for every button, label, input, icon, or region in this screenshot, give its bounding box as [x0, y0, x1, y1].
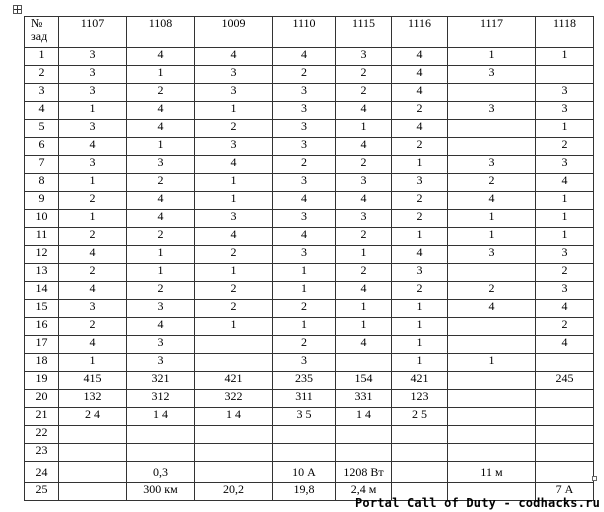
answer-cell — [448, 336, 536, 354]
table-row — [25, 120, 594, 138]
answer-cell: 4 — [59, 246, 127, 264]
answer-cell: 3 — [195, 210, 273, 228]
task-number-cell: 11 — [25, 228, 59, 246]
answer-cell — [536, 426, 594, 444]
answer-cell: 0,3 — [127, 462, 195, 483]
answer-cell — [336, 354, 392, 372]
answer-cell — [536, 354, 594, 372]
task-number-cell: 7 — [25, 156, 59, 174]
table-row — [25, 156, 594, 174]
task-number-cell: 10 — [25, 210, 59, 228]
answer-cell: 11 м — [448, 462, 536, 483]
answer-cell: 1 — [536, 228, 594, 246]
answer-cell — [448, 372, 536, 390]
answer-cell: 2 — [273, 66, 336, 84]
table-row — [25, 372, 594, 390]
answer-cell: 1 — [195, 174, 273, 192]
answer-cell — [392, 462, 448, 483]
task-number-cell: 8 — [25, 174, 59, 192]
task-number-cell: 19 — [25, 372, 59, 390]
table-row — [25, 282, 594, 300]
answer-cell: 4 — [273, 48, 336, 66]
answer-cell: 2 — [392, 138, 448, 156]
answer-cell: 2 — [448, 282, 536, 300]
answer-cell: 1 — [127, 264, 195, 282]
answer-cell: 2 — [59, 264, 127, 282]
table-row — [25, 192, 594, 210]
table-row — [25, 138, 594, 156]
answer-cell: 1 — [448, 228, 536, 246]
answer-cell: 300 км — [127, 483, 195, 501]
header-cell-variant: 1118 — [536, 17, 594, 48]
header-cell-variant: 1110 — [273, 17, 336, 48]
answer-cell — [536, 444, 594, 462]
answer-cell: 123 — [392, 390, 448, 408]
task-number-cell: 9 — [25, 192, 59, 210]
answer-cell: 1 — [273, 264, 336, 282]
answer-cell: 1 — [536, 120, 594, 138]
table-row — [25, 354, 594, 372]
answer-cell: 4 — [127, 48, 195, 66]
answer-cell: 2 — [195, 120, 273, 138]
answer-cell — [59, 462, 127, 483]
answer-cell: 322 — [195, 390, 273, 408]
answer-cell: 4 — [336, 282, 392, 300]
answer-cell: 3 — [273, 246, 336, 264]
header-cell-variant: 1117 — [448, 17, 536, 48]
answer-cell: 4 — [536, 336, 594, 354]
answer-cell: 3 — [448, 102, 536, 120]
task-number-cell: 6 — [25, 138, 59, 156]
answer-cell — [273, 426, 336, 444]
task-number-cell: 25 — [25, 483, 59, 501]
answer-cell: 1 — [392, 318, 448, 336]
answer-cell: 7 А — [536, 483, 594, 501]
answer-cell: 311 — [273, 390, 336, 408]
header-cell-task-number: № зад — [25, 17, 59, 48]
answer-cell: 3 — [336, 174, 392, 192]
answer-cell: 3 — [59, 156, 127, 174]
answer-cell — [336, 444, 392, 462]
answer-cell: 1 — [127, 66, 195, 84]
table-row — [25, 408, 594, 426]
answer-cell: 2 — [448, 174, 536, 192]
task-number-cell: 3 — [25, 84, 59, 102]
answer-cell: 4 — [273, 228, 336, 246]
answer-cell: 1 — [448, 354, 536, 372]
answer-cell: 1 — [392, 300, 448, 318]
answer-cell — [448, 408, 536, 426]
answer-cell: 235 — [273, 372, 336, 390]
task-number-cell: 4 — [25, 102, 59, 120]
answer-cell: 1 — [195, 192, 273, 210]
answer-cell: 2 — [195, 246, 273, 264]
answer-cell — [127, 426, 195, 444]
answer-cell — [448, 318, 536, 336]
answer-cell: 3 — [273, 174, 336, 192]
answer-cell: 3 — [448, 246, 536, 264]
answer-cell: 3 — [448, 156, 536, 174]
answer-cell: 3 — [59, 300, 127, 318]
task-number-cell: 12 — [25, 246, 59, 264]
answer-cell: 3 — [127, 354, 195, 372]
task-number-cell: 2 — [25, 66, 59, 84]
answer-cell — [448, 390, 536, 408]
table-resize-handle[interactable] — [592, 476, 597, 481]
answer-cell: 3 — [536, 102, 594, 120]
table-move-handle[interactable] — [13, 5, 22, 14]
answer-cell — [127, 444, 195, 462]
task-number-cell: 16 — [25, 318, 59, 336]
answer-cell: 2 — [536, 264, 594, 282]
answer-cell: 3 — [536, 282, 594, 300]
answer-cell: 3 — [127, 156, 195, 174]
answer-cell: 3 — [336, 210, 392, 228]
answer-cell: 1 — [536, 48, 594, 66]
answer-cell — [536, 462, 594, 483]
answer-cell: 1208 Вт — [336, 462, 392, 483]
answer-cell: 1 — [59, 210, 127, 228]
answer-cell: 3 — [273, 120, 336, 138]
header-cell-variant: 1116 — [392, 17, 448, 48]
answer-cell: 1 — [127, 138, 195, 156]
answer-cell: 4 — [448, 300, 536, 318]
answer-cell: 3 — [127, 300, 195, 318]
answer-cell: 4 — [336, 102, 392, 120]
answer-cell: 2 — [536, 138, 594, 156]
answer-cell: 132 — [59, 390, 127, 408]
header-cell-variant: 1009 — [195, 17, 273, 48]
answer-cell: 4 — [392, 84, 448, 102]
table-row — [25, 84, 594, 102]
answer-cell: 4 — [336, 336, 392, 354]
answer-cell: 154 — [336, 372, 392, 390]
answer-cell: 3 — [536, 246, 594, 264]
answer-cell: 1 — [195, 318, 273, 336]
answer-cell: 4 — [127, 318, 195, 336]
answer-cell — [59, 426, 127, 444]
answer-cell: 1 4 — [336, 408, 392, 426]
answer-cell — [392, 444, 448, 462]
task-number-cell: 24 — [25, 462, 59, 483]
answer-cell: 3 5 — [273, 408, 336, 426]
answer-cell: 312 — [127, 390, 195, 408]
answer-cell: 2 — [392, 102, 448, 120]
answer-cell: 1 — [536, 210, 594, 228]
answer-cell: 1 — [536, 192, 594, 210]
answer-cell: 4 — [448, 192, 536, 210]
answer-cell — [448, 444, 536, 462]
table-row — [25, 390, 594, 408]
answer-cell: 1 — [392, 156, 448, 174]
answer-cell: 3 — [59, 66, 127, 84]
answer-cell: 3 — [392, 174, 448, 192]
answer-cell: 2 — [336, 156, 392, 174]
answer-cell: 2 — [273, 336, 336, 354]
answer-cell — [195, 336, 273, 354]
answer-cell: 1 — [195, 264, 273, 282]
answer-cell: 2 — [336, 84, 392, 102]
answer-cell — [448, 120, 536, 138]
answer-cell — [536, 408, 594, 426]
answer-cell — [59, 483, 127, 501]
answer-cell — [195, 426, 273, 444]
answer-cell: 421 — [195, 372, 273, 390]
header-cell-variant: 1107 — [59, 17, 127, 48]
answer-cell: 1 — [336, 120, 392, 138]
answer-cell: 1 — [336, 318, 392, 336]
answer-cell: 1 4 — [127, 408, 195, 426]
answer-cell: 2 — [536, 318, 594, 336]
task-number-cell: 21 — [25, 408, 59, 426]
answer-cell: 3 — [59, 120, 127, 138]
answer-cell: 4 — [127, 120, 195, 138]
answer-cell — [392, 426, 448, 444]
answer-cell: 3 — [273, 138, 336, 156]
answer-cell: 19,8 — [273, 483, 336, 501]
task-number-cell: 22 — [25, 426, 59, 444]
answer-cell: 3 — [536, 156, 594, 174]
answer-cell: 1 — [273, 318, 336, 336]
table-row — [25, 318, 594, 336]
answer-cell: 1 — [127, 246, 195, 264]
task-number-cell: 20 — [25, 390, 59, 408]
answers-table — [24, 16, 594, 501]
answer-cell: 2 — [127, 282, 195, 300]
table-row — [25, 300, 594, 318]
header-row — [25, 17, 594, 48]
answer-cell: 4 — [392, 48, 448, 66]
table-row — [25, 102, 594, 120]
answer-cell: 4 — [127, 210, 195, 228]
answer-cell — [336, 426, 392, 444]
answer-cell: 4 — [536, 174, 594, 192]
answer-cell: 1 — [336, 300, 392, 318]
answer-cell: 1 — [448, 210, 536, 228]
answer-cell — [195, 444, 273, 462]
answer-cell: 1 — [392, 228, 448, 246]
answer-cell: 4 — [392, 246, 448, 264]
answer-cell — [448, 138, 536, 156]
answer-cell — [195, 354, 273, 372]
answer-cell: 1 — [392, 354, 448, 372]
answer-cell: 2 — [392, 192, 448, 210]
answer-cell: 4 — [195, 48, 273, 66]
table-row — [25, 48, 594, 66]
answer-cell: 3 — [59, 48, 127, 66]
answer-cell: 2 — [59, 228, 127, 246]
task-number-cell: 13 — [25, 264, 59, 282]
answer-cell — [448, 426, 536, 444]
task-number-cell: 18 — [25, 354, 59, 372]
task-number-cell: 1 — [25, 48, 59, 66]
table-row — [25, 210, 594, 228]
answer-cell: 1 — [59, 354, 127, 372]
table-row — [25, 174, 594, 192]
answer-cell: 3 — [536, 84, 594, 102]
task-number-cell: 23 — [25, 444, 59, 462]
watermark-text: Portal Call of Duty - codhacks.ru — [354, 496, 600, 510]
answer-cell: 4 — [273, 192, 336, 210]
answer-cell: 3 — [59, 84, 127, 102]
answer-cell: 3 — [195, 138, 273, 156]
answer-cell: 415 — [59, 372, 127, 390]
answer-cell — [195, 462, 273, 483]
answer-cell: 4 — [392, 120, 448, 138]
answer-cell: 421 — [392, 372, 448, 390]
answer-cell: 3 — [273, 210, 336, 228]
answer-cell: 2 — [336, 228, 392, 246]
answer-cell: 3 — [273, 102, 336, 120]
answer-cell: 2 — [336, 264, 392, 282]
answer-cell: 4 — [536, 300, 594, 318]
answer-cell: 2 — [127, 84, 195, 102]
answer-cell: 4 — [59, 282, 127, 300]
answer-cell: 4 — [195, 156, 273, 174]
table-row — [25, 462, 594, 483]
answer-cell: 331 — [336, 390, 392, 408]
answer-cell — [536, 390, 594, 408]
answer-cell: 1 4 — [195, 408, 273, 426]
answer-cell: 4 — [336, 138, 392, 156]
answer-cell: 1 — [59, 174, 127, 192]
answer-cell: 3 — [273, 84, 336, 102]
answer-cell: 2 — [392, 210, 448, 228]
answer-cell: 2 4 — [59, 408, 127, 426]
answer-cell: 1 — [59, 102, 127, 120]
answer-cell: 2 — [273, 156, 336, 174]
answer-cell — [59, 444, 127, 462]
answer-cell: 2,4 м — [336, 483, 392, 501]
answer-cell: 1 — [195, 102, 273, 120]
answer-cell: 245 — [536, 372, 594, 390]
answer-cell: 3 — [195, 66, 273, 84]
answer-cell — [273, 444, 336, 462]
answer-cell: 2 — [59, 192, 127, 210]
answer-cell — [536, 66, 594, 84]
answer-cell: 2 — [127, 228, 195, 246]
answer-cell: 20,2 — [195, 483, 273, 501]
task-number-cell: 15 — [25, 300, 59, 318]
answer-cell: 2 — [273, 300, 336, 318]
task-number-cell: 17 — [25, 336, 59, 354]
answer-cell: 2 — [127, 174, 195, 192]
answer-cell: 3 — [273, 354, 336, 372]
table-row — [25, 426, 594, 444]
answer-cell: 3 — [392, 264, 448, 282]
table-row — [25, 246, 594, 264]
table-row — [25, 264, 594, 282]
header-cell-variant: 1115 — [336, 17, 392, 48]
answer-cell: 4 — [195, 228, 273, 246]
answer-cell: 4 — [127, 102, 195, 120]
answer-cell: 2 — [336, 66, 392, 84]
answer-cell: 4 — [392, 66, 448, 84]
answer-cell: 4 — [127, 192, 195, 210]
answer-cell: 4 — [59, 138, 127, 156]
answer-cell: 2 — [195, 300, 273, 318]
answer-cell: 2 — [392, 282, 448, 300]
answer-cell: 2 5 — [392, 408, 448, 426]
answer-cell: 3 — [448, 66, 536, 84]
answer-cell: 4 — [59, 336, 127, 354]
answer-cell: 3 — [195, 84, 273, 102]
answer-cell: 4 — [336, 192, 392, 210]
answer-cell: 3 — [336, 48, 392, 66]
answer-cell — [448, 264, 536, 282]
answer-cell: 1 — [392, 336, 448, 354]
answer-cell — [448, 84, 536, 102]
answer-cell: 2 — [59, 318, 127, 336]
answer-cell: 2 — [195, 282, 273, 300]
answer-cell: 321 — [127, 372, 195, 390]
table-row — [25, 444, 594, 462]
answer-cell: 3 — [127, 336, 195, 354]
header-cell-variant: 1108 — [127, 17, 195, 48]
table-row — [25, 228, 594, 246]
table-row — [25, 336, 594, 354]
task-number-cell: 14 — [25, 282, 59, 300]
answer-cell: 10 А — [273, 462, 336, 483]
answer-cell: 1 — [448, 48, 536, 66]
answer-cell: 1 — [273, 282, 336, 300]
answer-cell: 1 — [336, 246, 392, 264]
task-number-cell: 5 — [25, 120, 59, 138]
table-row — [25, 66, 594, 84]
